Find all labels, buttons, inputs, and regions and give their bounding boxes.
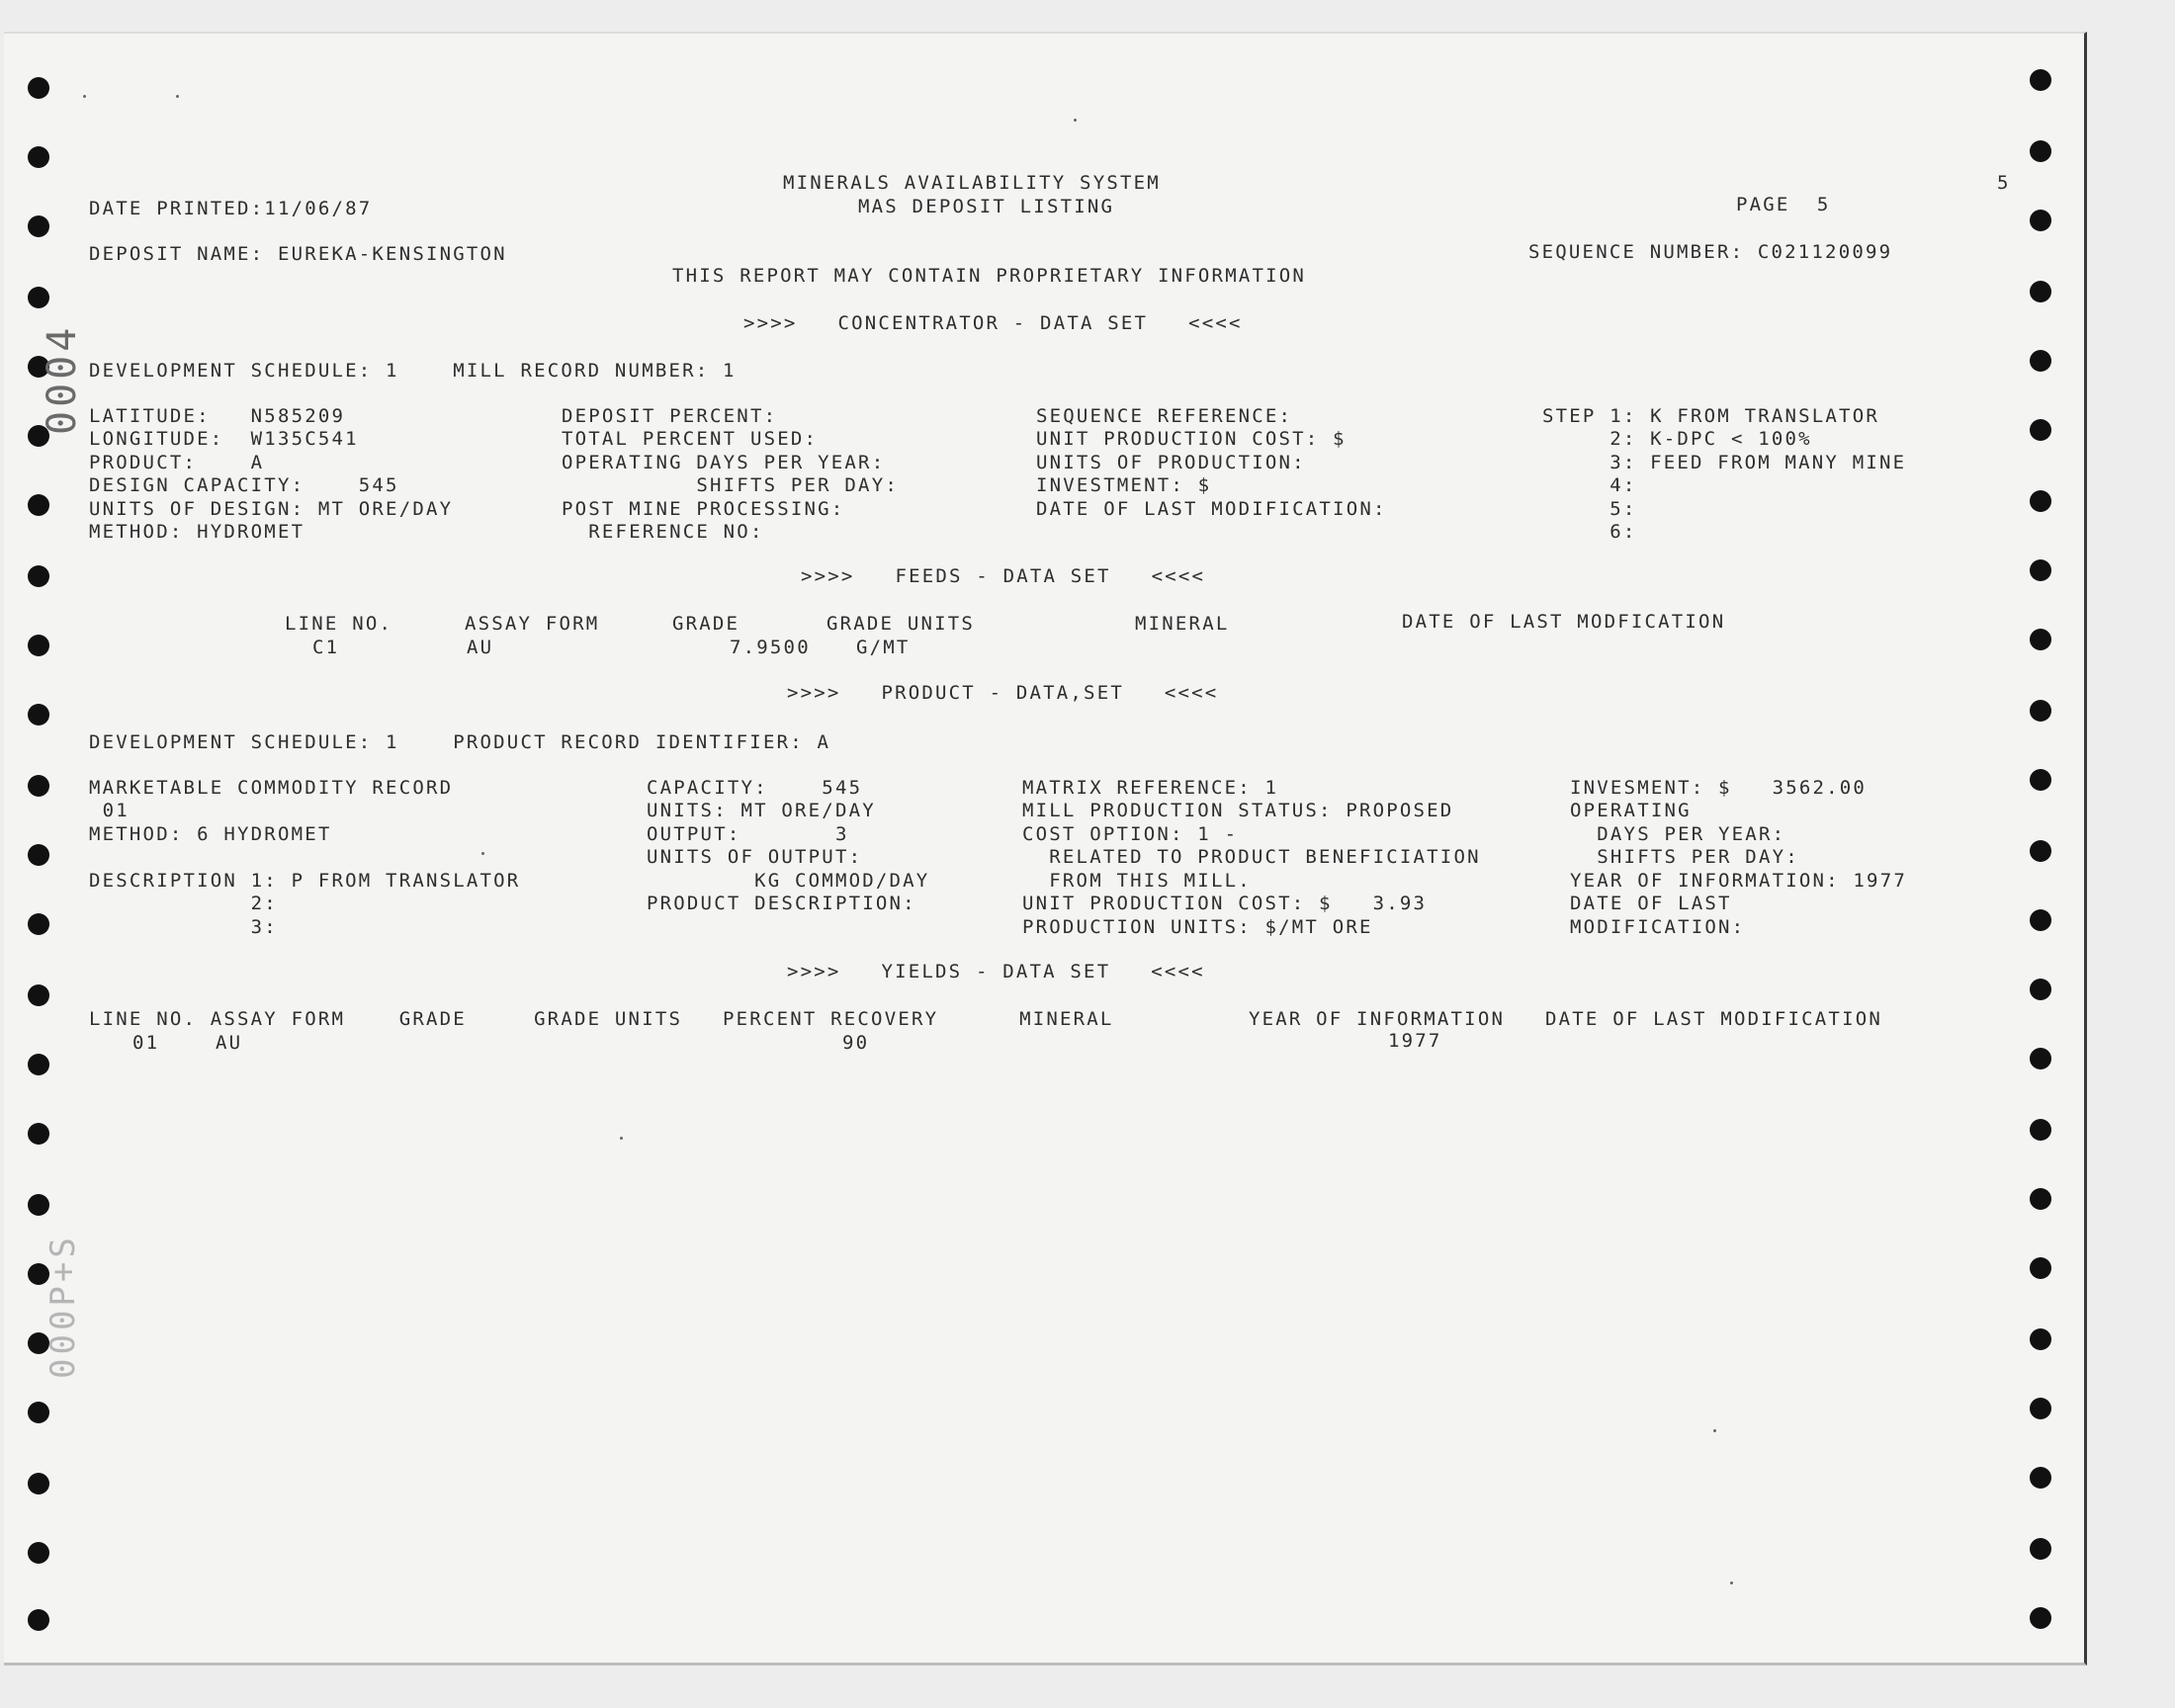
feeds-section-title: >>>> FEEDS - DATA SET <<<< [801, 565, 1206, 587]
proprietary-notice: THIS REPORT MAY CONTAIN PROPRIETARY INFORMATION [672, 265, 1307, 287]
product-days-per-year: DAYS PER YEAR: [1570, 823, 1786, 845]
product-mill-status: MILL PRODUCTION STATUS: PROPOSED [1022, 800, 1454, 821]
product-commodity-code: 01 [89, 800, 130, 821]
feed-hole [28, 1402, 49, 1423]
concentrator-step-5: 5: [1542, 498, 1637, 520]
feed-hole [2030, 1398, 2051, 1419]
feed-hole [28, 215, 49, 237]
feed-hole [2030, 1188, 2051, 1210]
feeds-header-mineral: MINERAL [1135, 613, 1230, 635]
feeds-header-date-mod: DATE OF LAST MODFICATION [1402, 611, 1726, 633]
product-description-2: 2: [89, 893, 278, 914]
product-section-title: >>>> PRODUCT - DATA,SET <<<< [787, 682, 1219, 704]
feeds-row-grade: 7.9500 [730, 637, 811, 658]
product-description-3: 3: [89, 916, 278, 938]
feed-hole [28, 1542, 49, 1564]
feed-hole [2030, 629, 2051, 650]
feeds-header-grade-units: GRADE UNITS [826, 613, 976, 635]
sequence-number: SEQUENCE NUMBER: C021120099 [1528, 241, 1893, 263]
concentrator-step-4: 4: [1542, 474, 1637, 496]
product-matrix-reference: MATRIX REFERENCE: 1 [1022, 777, 1279, 799]
product-investment: INVESMENT: $ 3562.00 [1570, 777, 1868, 799]
feeds-row-assay-form: AU [467, 637, 494, 658]
concentrator-method: METHOD: HYDROMET [89, 521, 305, 543]
feeds-row-line-no: C1 [312, 637, 340, 658]
product-description-label: PRODUCT DESCRIPTION: [647, 893, 916, 914]
corner-page-number: 5 [1997, 172, 2011, 194]
product-units: UNITS: MT ORE/DAY [647, 800, 876, 821]
yields-row-line-no: 01 [132, 1032, 160, 1054]
concentrator-dev-schedule: DEVELOPMENT SCHEDULE: 1 MILL RECORD NUMBER: 1 [89, 360, 737, 382]
product-unit-production-cost: UNIT PRODUCTION COST: $ 3.93 [1022, 893, 1428, 914]
feed-hole [2030, 700, 2051, 722]
yields-header: LINE NO. ASSAY FORM GRADE GRADE UNITS PERCENT RECOVERY MINERAL YEAR OF INFORMATION DATE OF LAST MODIFICATION [89, 1008, 1882, 1030]
concentrator-longitude: LONGITUDE: W135C541 [89, 428, 359, 450]
concentrator-step-1: STEP 1: K FROM TRANSLATOR [1542, 405, 1879, 427]
feed-hole [28, 77, 49, 99]
concentrator-post-mine-processing: POST MINE PROCESSING: [562, 498, 845, 520]
feed-hole [28, 287, 49, 308]
paper-speck [620, 1137, 623, 1140]
feed-hole [2030, 1119, 2051, 1141]
feed-hole [2030, 979, 2051, 1000]
product-cost-option: COST OPTION: 1 - [1022, 823, 1239, 845]
concentrator-unit-production-cost: UNIT PRODUCTION COST: $ [1036, 428, 1347, 450]
product-units-of-output: UNITS OF OUTPUT: [647, 846, 863, 868]
margin-stamp-top: 0004 [40, 323, 85, 435]
feed-hole [28, 1054, 49, 1075]
product-output: OUTPUT: 3 [647, 823, 849, 845]
concentrator-units-of-design: UNITS OF DESIGN: MT ORE/DAY [89, 498, 454, 520]
feeds-header-assay-form: ASSAY FORM [465, 613, 600, 635]
feed-hole [28, 494, 49, 516]
product-cost-option-desc-2: FROM THIS MILL. [1022, 870, 1252, 892]
deposit-name: DEPOSIT NAME: EUREKA-KENSINGTON [89, 243, 507, 265]
concentrator-step-2: 2: K-DPC < 100% [1542, 428, 1812, 450]
yields-row-percent-recovery: 90 [842, 1032, 870, 1054]
margin-stamp-bottom: 000P+S [44, 1234, 83, 1379]
concentrator-step-3: 3: FEED FROM MANY MINE [1542, 452, 1907, 473]
concentrator-shifts-per-day: SHIFTS PER DAY: [562, 474, 899, 496]
product-capacity: CAPACITY: 545 [647, 777, 863, 799]
product-description-1: DESCRIPTION 1: P FROM TRANSLATOR [89, 870, 521, 892]
concentrator-total-percent-used: TOTAL PERCENT USED: [562, 428, 819, 450]
product-modification: MODIFICATION: [1570, 916, 1746, 938]
feed-hole [28, 984, 49, 1006]
concentrator-sequence-reference: SEQUENCE REFERENCE: [1036, 405, 1293, 427]
feed-hole [2030, 140, 2051, 162]
yields-section-title: >>>> YIELDS - DATA SET <<<< [787, 961, 1205, 982]
feed-hole [2030, 559, 2051, 581]
concentrator-reference-no: REFERENCE NO: [562, 521, 764, 543]
feed-hole [2030, 350, 2051, 372]
product-production-units: PRODUCTION UNITS: $/MT ORE [1022, 916, 1373, 938]
concentrator-investment: INVESTMENT: $ [1036, 474, 1212, 496]
yields-row-year: 1977 [1388, 1030, 1442, 1052]
concentrator-operating-days: OPERATING DAYS PER YEAR: [562, 452, 886, 473]
yields-row-assay-form: AU [216, 1032, 243, 1054]
product-operating: OPERATING [1570, 800, 1692, 821]
product-marketable-commodity: MARKETABLE COMMODITY RECORD [89, 777, 454, 799]
feed-hole [28, 913, 49, 935]
feed-hole [28, 635, 49, 656]
product-date-of-last: DATE OF LAST [1570, 893, 1732, 914]
product-output-units-value: KG COMMOD/DAY [647, 870, 930, 892]
feed-hole [2030, 1048, 2051, 1069]
feed-hole [2030, 1328, 2051, 1350]
feeds-row-grade-units: G/MT [856, 637, 911, 658]
concentrator-deposit-percent: DEPOSIT PERCENT: [562, 405, 778, 427]
concentrator-product: PRODUCT: A [89, 452, 265, 473]
feed-hole [28, 146, 49, 168]
feed-hole [2030, 1607, 2051, 1629]
feed-hole [28, 565, 49, 587]
paper-speck [176, 95, 179, 98]
feed-hole [2030, 769, 2051, 791]
feed-hole [2030, 909, 2051, 931]
feed-hole [28, 844, 49, 866]
concentrator-section-title: >>>> CONCENTRATOR - DATA SET <<<< [743, 312, 1243, 334]
paper-speck [1074, 119, 1077, 122]
product-cost-option-desc-1: RELATED TO PRODUCT BENEFICIATION [1022, 846, 1481, 868]
feed-hole [2030, 490, 2051, 512]
feed-hole [2030, 1257, 2051, 1279]
paper-speck [1730, 1581, 1733, 1584]
paper-speck [481, 852, 484, 855]
feed-hole [28, 775, 49, 797]
product-record-line: DEVELOPMENT SCHEDULE: 1 PRODUCT RECORD IDENTIFIER: A [89, 731, 831, 753]
system-title: MINERALS AVAILABILITY SYSTEM [783, 172, 1161, 194]
feed-hole [2030, 69, 2051, 91]
date-printed: DATE PRINTED:11/06/87 [89, 198, 373, 219]
concentrator-step-6: 6: [1542, 521, 1637, 543]
feed-hole [28, 704, 49, 726]
paper-speck [83, 95, 86, 98]
page-label: PAGE 5 [1736, 194, 1831, 215]
product-shifts-per-day: SHIFTS PER DAY: [1570, 846, 1799, 868]
concentrator-design-capacity: DESIGN CAPACITY: 545 [89, 474, 399, 496]
feed-hole [28, 1609, 49, 1631]
listing-title: MAS DEPOSIT LISTING [858, 196, 1115, 217]
feed-hole [2030, 281, 2051, 302]
concentrator-date-last-modification: DATE OF LAST MODIFICATION: [1036, 498, 1387, 520]
concentrator-units-of-production: UNITS OF PRODUCTION: [1036, 452, 1306, 473]
feed-hole [2030, 1467, 2051, 1489]
feed-hole [28, 1123, 49, 1145]
feed-hole [28, 1473, 49, 1494]
feed-hole [2030, 1538, 2051, 1560]
feeds-header-line-no: LINE NO. [285, 613, 393, 635]
feed-hole [2030, 210, 2051, 231]
product-method: METHOD: 6 HYDROMET [89, 823, 332, 845]
concentrator-latitude: LATITUDE: N585209 [89, 405, 346, 427]
feed-hole [2030, 419, 2051, 441]
product-year-of-information: YEAR OF INFORMATION: 1977 [1570, 870, 1907, 892]
feeds-header-grade: GRADE [672, 613, 740, 635]
feed-hole [2030, 840, 2051, 862]
paper-speck [1713, 1429, 1716, 1432]
feed-hole [28, 1194, 49, 1216]
